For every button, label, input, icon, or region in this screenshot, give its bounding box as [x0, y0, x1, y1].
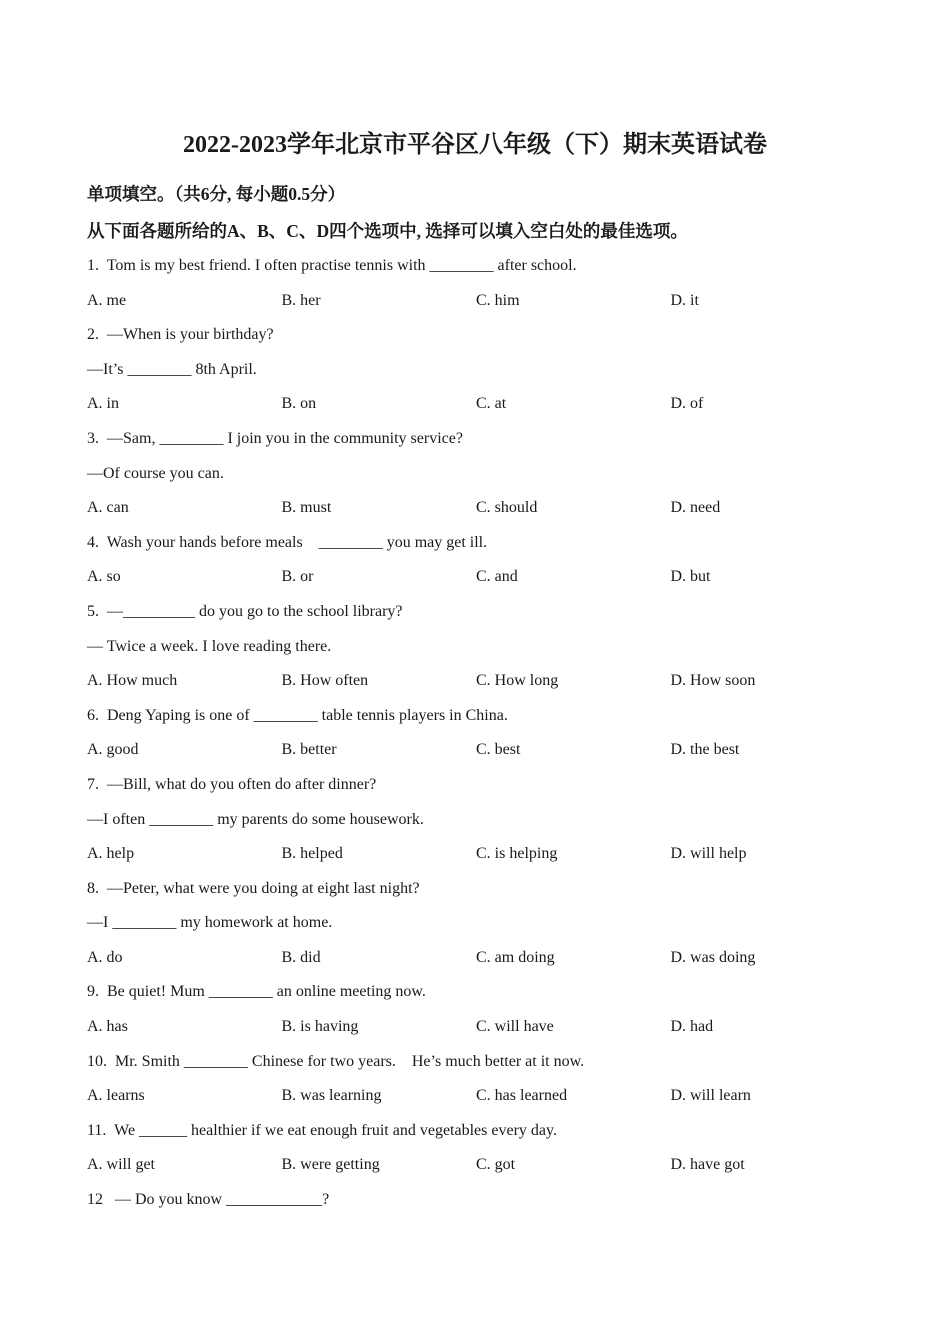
question-item: [87, 599, 887, 703]
question-item: [87, 703, 887, 772]
answer-option: B. was learning: [281, 1087, 382, 1105]
option-row: [87, 1083, 887, 1118]
answer-option: D. need: [670, 499, 721, 517]
answer-option: D. was doing: [670, 948, 756, 966]
answer-option: C. got: [476, 1156, 516, 1174]
exam-title: 2022-2023学年北京市平谷区八年级（下）期末英语试卷: [183, 132, 767, 158]
option-row: [87, 1152, 887, 1187]
option-row: [87, 391, 887, 426]
answer-option: A. so: [87, 568, 121, 586]
answer-option: B. must: [281, 499, 332, 517]
option-row: [87, 737, 887, 772]
question-item: [87, 253, 887, 322]
answer-option: C. am doing: [476, 948, 555, 966]
section-heading: 单项填空。（共6分, 每小题0.5分）: [87, 184, 346, 204]
answer-option: D. How soon: [670, 672, 756, 690]
answer-option: A. in: [87, 395, 119, 413]
answer-option: B. How often: [281, 672, 369, 690]
answer-option: C. is helping: [476, 845, 558, 863]
answer-option: C. has learned: [476, 1087, 568, 1105]
option-row: [87, 495, 887, 530]
question-item: [87, 322, 887, 426]
question-stem: 1. Tom is my best friend. I often practise tennis with ________ after school.: [87, 257, 577, 274]
dialogue-line: —Of course you can.: [87, 464, 224, 482]
question-item: [87, 530, 887, 599]
dialogue-line: — Twice a week. I love reading there.: [87, 637, 332, 655]
answer-option: C. best: [476, 741, 521, 759]
question-stem: 11. We ______ healthier if we eat enough fruit and vegetables every day.: [87, 1121, 557, 1139]
answer-option: A. me: [87, 291, 127, 309]
answer-option: D. but: [670, 568, 711, 586]
question-item: [87, 1187, 887, 1222]
answer-option: B. helped: [281, 845, 343, 863]
answer-option: A. learns: [87, 1087, 145, 1105]
option-row: [87, 564, 887, 599]
answer-option: B. were getting: [281, 1156, 380, 1174]
answer-option: B. better: [281, 741, 337, 759]
answer-option: C. and: [476, 568, 518, 586]
answer-option: A. How much: [87, 672, 178, 690]
section-instruction: 从下面各题所给的A、B、C、D四个选项中, 选择可以填入空白处的最佳选项。: [87, 221, 688, 241]
answer-option: C. will have: [476, 1018, 554, 1036]
question-item: [87, 876, 887, 980]
answer-option: A. do: [87, 948, 123, 966]
answer-option: C. How long: [476, 672, 559, 690]
answer-option: D. will learn: [670, 1087, 751, 1105]
question-stem: 2. —When is your birthday?: [87, 326, 274, 344]
answer-option: B. her: [281, 291, 321, 309]
question-stem: 10. Mr. Smith ________ Chinese for two years. He’s much better at it now.: [87, 1052, 585, 1070]
question-item: [87, 426, 887, 530]
question-stem: 7. —Bill, what do you often do after dinner?: [87, 775, 377, 793]
question-stem: 12 — Do you know ____________?: [87, 1191, 330, 1209]
answer-option: C. at: [476, 395, 507, 413]
option-row: [87, 945, 887, 980]
dialogue-line: —It’s ________ 8th April.: [87, 360, 257, 378]
answer-option: A. can: [87, 499, 129, 517]
answer-option: A. good: [87, 741, 139, 759]
question-stem: 8. —Peter, what were you doing at eight last night?: [87, 879, 420, 897]
question-stem: 4. Wash your hands before meals ________ you may get ill.: [87, 533, 488, 551]
question-stem: 3. —Sam, ________ I join you in the community service?: [87, 429, 463, 447]
answer-option: B. or: [281, 568, 314, 586]
dialogue-line: —I often ________ my parents do some housework.: [87, 810, 424, 828]
option-row: [87, 1014, 887, 1049]
answer-option: B. did: [281, 948, 321, 966]
answer-option: D. will help: [670, 845, 747, 863]
answer-option: C. should: [476, 499, 538, 517]
question-stem: 6. Deng Yaping is one of ________ table tennis players in China.: [87, 706, 508, 724]
answer-option: B. is having: [281, 1018, 359, 1036]
question-item: [87, 1118, 887, 1187]
answer-option: A. has: [87, 1018, 128, 1036]
dialogue-line: —I ________ my homework at home.: [87, 914, 333, 932]
question-item: [87, 1049, 887, 1118]
answer-option: D. the best: [670, 741, 740, 759]
question-stem: 5. —_________ do you go to the school library?: [87, 602, 403, 620]
answer-option: A. will get: [87, 1156, 155, 1174]
answer-option: D. it: [670, 291, 699, 309]
question-item: [87, 772, 887, 876]
option-row: [87, 668, 887, 703]
answer-option: A. help: [87, 845, 135, 863]
option-row: [87, 841, 887, 876]
answer-option: D. had: [670, 1018, 714, 1036]
answer-option: B. on: [281, 395, 317, 413]
answer-option: D. have got: [670, 1156, 745, 1174]
answer-option: C. him: [476, 291, 520, 309]
option-row: [87, 288, 887, 323]
answer-option: D. of: [670, 395, 704, 413]
question-item: [87, 979, 887, 1048]
question-stem: 9. Be quiet! Mum ________ an online meeting now.: [87, 983, 426, 1001]
question-list: [87, 253, 887, 1222]
